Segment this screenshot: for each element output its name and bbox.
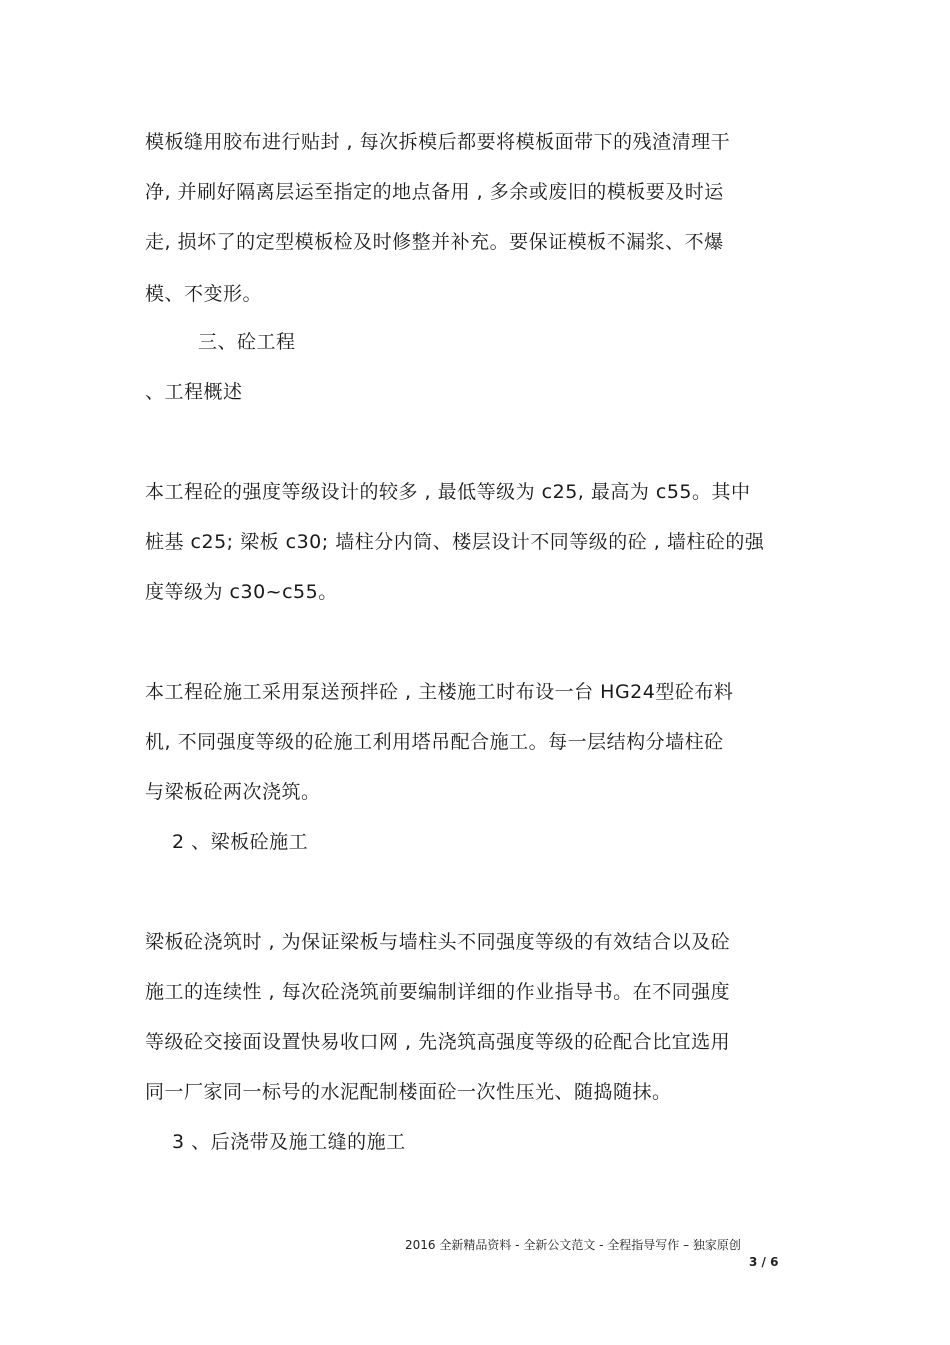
paragraph-line: 等级砼交接面设置快易收口网 , 先浇筑高强度等级的砼配合比宜选用 [145,1031,731,1053]
subsection-heading: 2 、梁板砼施工 [172,831,309,853]
paragraph-line: 度等级为 c30~c55。 [145,581,338,603]
paragraph-line: 梁板砼浇筑时 , 为保证梁板与墙柱头不同强度等级的有效结合以及砼 [145,931,731,953]
subsection-heading: 3 、后浇带及施工缝的施工 [172,1131,406,1153]
paragraph-line: 同一厂家同一标号的水泥配制楼面砼一次性压光、随捣随抹。 [145,1081,672,1103]
footer-text: 2016 全新精品资料 - 全新公文范文 - 全程指导写作 – 独家原创 [405,1238,741,1252]
page-number: 3 / 6 [749,1255,779,1269]
paragraph-line: 走, 损坏了的定型模板检及时修整并补充。要保证模板不漏浆、不爆 [145,231,724,253]
subsection-heading: 、工程概述 [145,381,243,403]
paragraph-line: 模、不变形。 [145,283,263,305]
section-heading: 三、砼工程 [198,331,296,353]
paragraph-line: 施工的连续性 , 每次砼浇筑前要编制详细的作业指导书。在不同强度 [145,981,731,1003]
paragraph-line: 与梁板砼两次浇筑。 [145,781,321,803]
paragraph-line: 机, 不同强度等级的砼施工利用塔吊配合施工。每一层结构分墙柱砼 [145,731,724,753]
paragraph-line: 本工程砼施工采用泵送预拌砼 , 主楼施工时布设一台 HG24型砼布料 [145,681,734,703]
paragraph-line: 本工程砼的强度等级设计的较多 , 最低等级为 c25, 最高为 c55。其中 [145,481,751,503]
paragraph-line: 桩基 c25; 梁板 c30; 墙柱分内筒、楼层设计不同等级的砼 , 墙柱砼的强 [145,531,765,553]
paragraph-line: 净, 并刷好隔离层运至指定的地点备用 , 多余或废旧的模板要及时运 [145,181,724,203]
paragraph-line: 模板缝用胶布进行贴封 , 每次拆模后都要将模板面带下的残渣清理干 [145,131,731,153]
